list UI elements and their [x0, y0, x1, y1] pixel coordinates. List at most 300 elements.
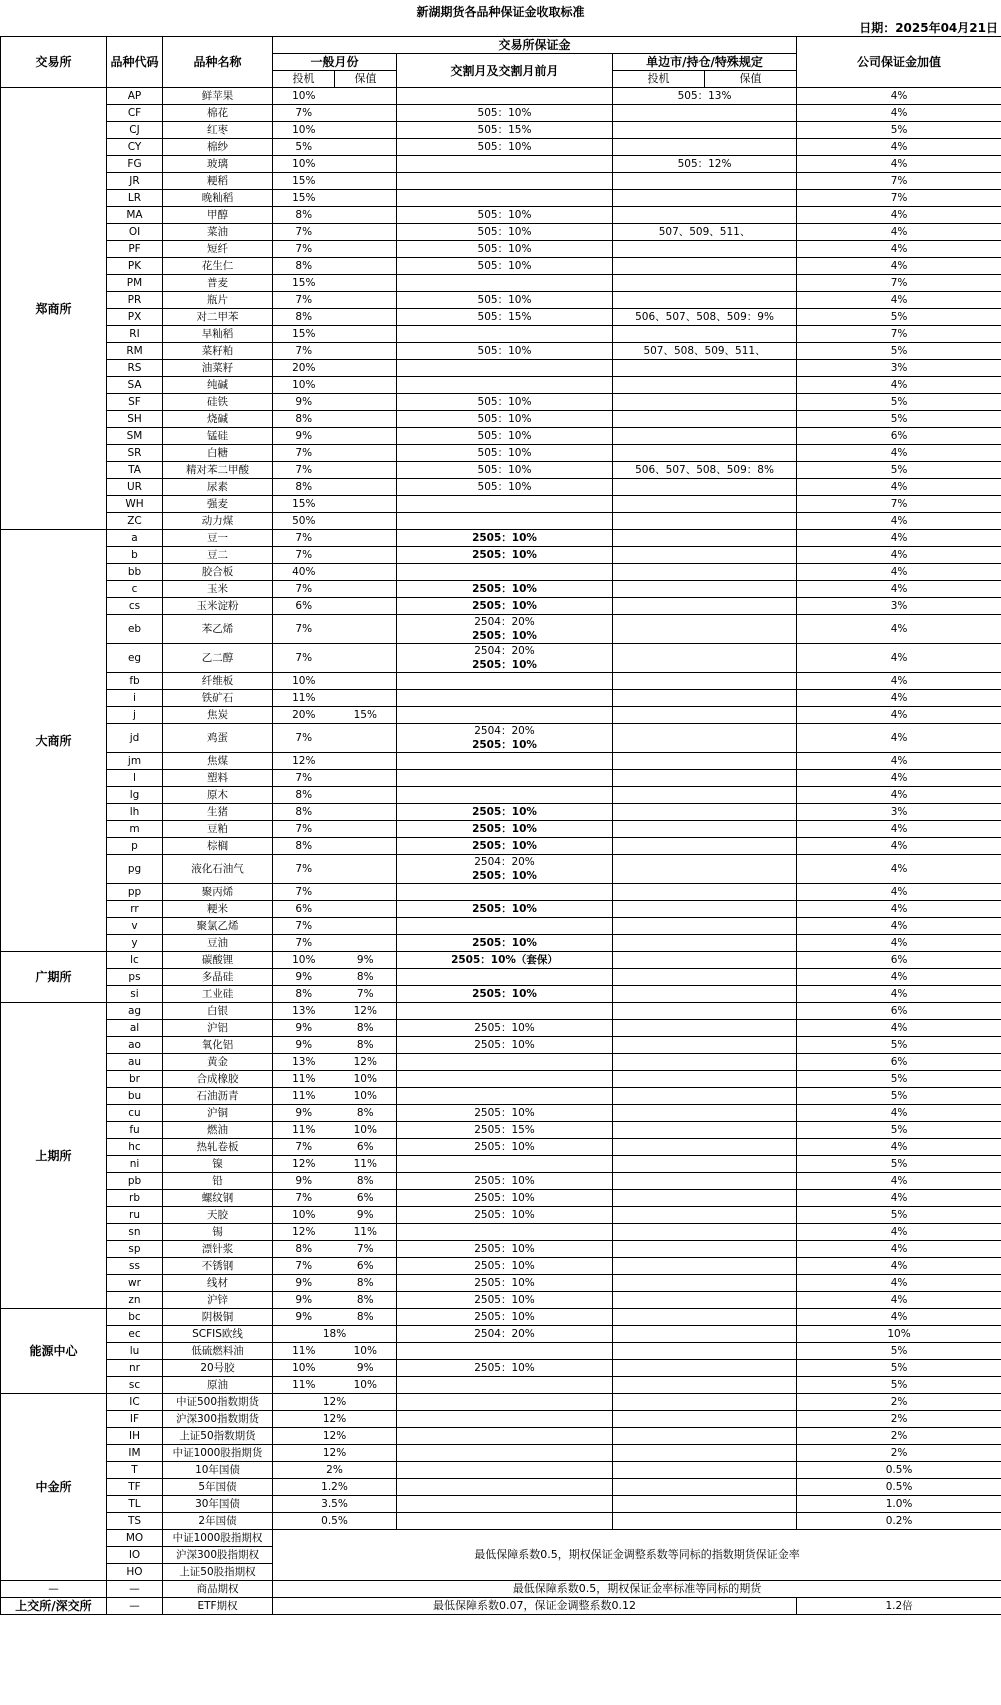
company-add-margin: 4% [797, 690, 1001, 707]
table-row [1, 1343, 1001, 1360]
general-hedge-margin [335, 411, 397, 428]
company-add-margin: 4% [797, 884, 1001, 901]
company-add-margin: 4% [797, 156, 1001, 173]
special-margin [613, 479, 797, 496]
general-hedge-margin [335, 935, 397, 952]
product-code: ni [107, 1156, 163, 1173]
delivery-margin: 505：10% [397, 258, 613, 275]
table-row [1, 673, 1001, 690]
table-row [1, 821, 1001, 838]
company-add-margin: 4% [797, 479, 1001, 496]
delivery-margin: 2505：10% [397, 1309, 613, 1326]
table-row [1, 838, 1001, 855]
table-row [1, 173, 1001, 190]
exchange-name: — [1, 1581, 107, 1598]
general-spec-margin: 10% [273, 673, 335, 690]
exchange-name: 广期所 [1, 952, 107, 1003]
delivery-margin [397, 190, 613, 207]
company-add-margin: 1.0% [797, 1496, 1001, 1513]
company-add-margin: 5% [797, 1037, 1001, 1054]
company-add-margin: 3% [797, 804, 1001, 821]
table-row [1, 1088, 1001, 1105]
general-hedge-margin [335, 644, 397, 673]
product-name: 石油沥青 [163, 1088, 273, 1105]
company-add-margin: 0.5% [797, 1462, 1001, 1479]
product-name: 锡 [163, 1224, 273, 1241]
product-name: 花生仁 [163, 258, 273, 275]
product-name: 锰硅 [163, 428, 273, 445]
delivery-margin [397, 1496, 613, 1513]
table-row [1, 1071, 1001, 1088]
product-code: WH [107, 496, 163, 513]
delivery-margin-line: 2505：10% [472, 659, 537, 671]
general-spec-margin: 10% [273, 377, 335, 394]
product-code: lu [107, 1343, 163, 1360]
general-hedge-margin [335, 377, 397, 394]
product-name: 乙二醇 [163, 644, 273, 673]
company-add-margin: 4% [797, 918, 1001, 935]
table-row [1, 1479, 1001, 1496]
product-name: 棉花 [163, 105, 273, 122]
general-hedge-margin [335, 309, 397, 326]
delivery-margin: 2505：10% [397, 1020, 613, 1037]
product-name: 纯碱 [163, 377, 273, 394]
product-name: 烧碱 [163, 411, 273, 428]
general-margin: 12% [273, 1394, 397, 1411]
product-code: cs [107, 598, 163, 615]
general-spec-margin: 8% [273, 479, 335, 496]
general-spec-margin: 9% [273, 1275, 335, 1292]
special-margin: 507、509、511、 [613, 224, 797, 241]
product-code: SM [107, 428, 163, 445]
delivery-margin [397, 1462, 613, 1479]
product-code: SA [107, 377, 163, 394]
product-name: 氧化铝 [163, 1037, 273, 1054]
general-hedge-margin: 9% [335, 1207, 397, 1224]
company-add-margin: 5% [797, 1122, 1001, 1139]
table-row [1, 1207, 1001, 1224]
delivery-margin [397, 1156, 613, 1173]
product-name: 低硫燃料油 [163, 1343, 273, 1360]
product-code: SF [107, 394, 163, 411]
special-margin [613, 884, 797, 901]
product-name: 甲醇 [163, 207, 273, 224]
product-code: zn [107, 1292, 163, 1309]
company-add-margin: 4% [797, 673, 1001, 690]
special-margin [613, 1462, 797, 1479]
general-hedge-margin [335, 547, 397, 564]
company-add-margin: 7% [797, 275, 1001, 292]
company-add-margin: 5% [797, 343, 1001, 360]
special-margin [613, 1224, 797, 1241]
product-code: OI [107, 224, 163, 241]
general-hedge-margin [335, 615, 397, 644]
general-spec-margin: 40% [273, 564, 335, 581]
general-hedge-margin [335, 258, 397, 275]
general-hedge-margin [335, 190, 397, 207]
header-general-month: 一般月份 [273, 54, 397, 71]
general-hedge-margin [335, 292, 397, 309]
product-code: TA [107, 462, 163, 479]
general-hedge-margin [335, 724, 397, 753]
delivery-margin-line: 2505：10% [472, 870, 537, 882]
delivery-margin [397, 377, 613, 394]
special-margin [613, 724, 797, 753]
general-hedge-margin [335, 598, 397, 615]
product-name: 碳酸锂 [163, 952, 273, 969]
general-spec-margin: 7% [273, 935, 335, 952]
product-code: v [107, 918, 163, 935]
delivery-margin: 505：10% [397, 479, 613, 496]
product-code: IO [107, 1547, 163, 1564]
delivery-margin [397, 564, 613, 581]
special-margin [613, 445, 797, 462]
table-row [1, 1139, 1001, 1156]
header-general-hedge: 保值 [335, 71, 397, 88]
table-row [1, 1190, 1001, 1207]
special-margin [613, 1190, 797, 1207]
header-general-spec: 投机 [273, 71, 335, 88]
product-name: 铅 [163, 1173, 273, 1190]
special-margin [613, 326, 797, 343]
company-add-margin: 4% [797, 547, 1001, 564]
product-name: 聚丙烯 [163, 884, 273, 901]
company-add-margin: 6% [797, 1003, 1001, 1020]
product-code: MO [107, 1530, 163, 1547]
product-name: 硅铁 [163, 394, 273, 411]
exchange-name: 郑商所 [1, 88, 107, 530]
product-code: UR [107, 479, 163, 496]
company-add-margin: 4% [797, 564, 1001, 581]
product-name: 焦煤 [163, 753, 273, 770]
product-name: 多晶硅 [163, 969, 273, 986]
exchange-name: 上交所/深交所 [1, 1598, 107, 1615]
table-row [1, 156, 1001, 173]
special-margin [613, 1139, 797, 1156]
company-add-margin: 4% [797, 1241, 1001, 1258]
product-code: nr [107, 1360, 163, 1377]
general-spec-margin: 7% [273, 1258, 335, 1275]
general-hedge-margin [335, 360, 397, 377]
general-spec-margin: 9% [273, 428, 335, 445]
company-add-margin: 4% [797, 1139, 1001, 1156]
product-code: cu [107, 1105, 163, 1122]
general-spec-margin: 9% [273, 1037, 335, 1054]
table-row [1, 241, 1001, 258]
product-code: ZC [107, 513, 163, 530]
table-row [1, 753, 1001, 770]
product-code: b [107, 547, 163, 564]
company-add-margin: 2% [797, 1394, 1001, 1411]
general-hedge-margin: 8% [335, 969, 397, 986]
general-spec-margin: 15% [273, 496, 335, 513]
delivery-margin: 505：10% [397, 445, 613, 462]
special-margin [613, 1037, 797, 1054]
table-row [1, 139, 1001, 156]
product-name: 聚氯乙烯 [163, 918, 273, 935]
product-name: 中证1000股指期货 [163, 1445, 273, 1462]
delivery-margin [397, 855, 613, 884]
product-code: MA [107, 207, 163, 224]
special-margin [613, 598, 797, 615]
general-spec-margin: 8% [273, 258, 335, 275]
product-name: 螺纹钢 [163, 1190, 273, 1207]
product-code: rr [107, 901, 163, 918]
special-margin [613, 1394, 797, 1411]
product-code: IM [107, 1445, 163, 1462]
delivery-margin-line: 2505：10% [472, 739, 537, 751]
company-add-margin: 6% [797, 1054, 1001, 1071]
delivery-margin-line: 2504：20% [474, 856, 535, 868]
product-code: eb [107, 615, 163, 644]
product-code: PM [107, 275, 163, 292]
product-name: 鸡蛋 [163, 724, 273, 753]
delivery-margin [397, 673, 613, 690]
special-margin [613, 1105, 797, 1122]
delivery-margin [397, 1513, 613, 1530]
delivery-margin: 505：10% [397, 224, 613, 241]
company-add-margin: 5% [797, 1207, 1001, 1224]
special-margin [613, 1156, 797, 1173]
product-name: 工业硅 [163, 986, 273, 1003]
general-spec-margin: 10% [273, 1207, 335, 1224]
general-hedge-margin [335, 821, 397, 838]
company-add-margin: 5% [797, 122, 1001, 139]
company-add-margin: 7% [797, 173, 1001, 190]
special-margin [613, 275, 797, 292]
delivery-margin [397, 1054, 613, 1071]
table-row [1, 1360, 1001, 1377]
special-margin [613, 411, 797, 428]
table-row [1, 1224, 1001, 1241]
product-name: 粳稻 [163, 173, 273, 190]
special-margin [613, 513, 797, 530]
delivery-margin [397, 1088, 613, 1105]
product-code: a [107, 530, 163, 547]
product-code: CJ [107, 122, 163, 139]
product-code: l [107, 770, 163, 787]
table-row [1, 787, 1001, 804]
table-row [1, 445, 1001, 462]
product-code: jm [107, 753, 163, 770]
general-margin: 2% [273, 1462, 397, 1479]
general-hedge-margin [335, 122, 397, 139]
delivery-margin [397, 1479, 613, 1496]
product-code: PK [107, 258, 163, 275]
table-row [1, 935, 1001, 952]
special-margin [613, 952, 797, 969]
product-code: au [107, 1054, 163, 1071]
company-add-margin: 5% [797, 309, 1001, 326]
general-hedge-margin: 7% [335, 986, 397, 1003]
product-name: 线材 [163, 1275, 273, 1292]
product-code: p [107, 838, 163, 855]
product-name: 豆一 [163, 530, 273, 547]
delivery-margin [397, 1343, 613, 1360]
product-name: 焦炭 [163, 707, 273, 724]
special-margin [613, 918, 797, 935]
general-spec-margin: 10% [273, 952, 335, 969]
delivery-margin [397, 275, 613, 292]
general-spec-margin: 6% [273, 901, 335, 918]
delivery-margin: 2505：10% [397, 581, 613, 598]
company-add-margin: 5% [797, 1360, 1001, 1377]
general-hedge-margin: 10% [335, 1071, 397, 1088]
company-add-margin: 1.2倍 [797, 1598, 1001, 1615]
product-name: 纤维板 [163, 673, 273, 690]
table-row [1, 1173, 1001, 1190]
special-margin [613, 1173, 797, 1190]
product-name: 沪深300股指期权 [163, 1547, 273, 1564]
general-hedge-margin: 6% [335, 1190, 397, 1207]
table-row [1, 258, 1001, 275]
special-margin [613, 1258, 797, 1275]
table-row [1, 88, 1001, 105]
general-spec-margin: 12% [273, 1224, 335, 1241]
company-add-margin: 4% [797, 1292, 1001, 1309]
header-code: 品种代码 [107, 37, 163, 88]
product-name: 短纤 [163, 241, 273, 258]
general-margin: 18% [273, 1326, 397, 1343]
general-spec-margin: 9% [273, 1292, 335, 1309]
product-name: 燃油 [163, 1122, 273, 1139]
table-row [1, 343, 1001, 360]
product-name: 铁矿石 [163, 690, 273, 707]
general-spec-margin: 15% [273, 173, 335, 190]
product-name: 粳米 [163, 901, 273, 918]
delivery-margin [397, 707, 613, 724]
general-spec-margin: 7% [273, 855, 335, 884]
product-name: 上证50指数期货 [163, 1428, 273, 1445]
general-spec-margin: 15% [273, 275, 335, 292]
general-hedge-margin [335, 838, 397, 855]
special-margin [613, 258, 797, 275]
table-row [1, 901, 1001, 918]
special-margin: 506、507、508、509：9% [613, 309, 797, 326]
company-add-margin: 2% [797, 1411, 1001, 1428]
company-add-margin: 4% [797, 1224, 1001, 1241]
product-name: 瓶片 [163, 292, 273, 309]
special-margin: 505：12% [613, 156, 797, 173]
product-name: 5年国债 [163, 1479, 273, 1496]
product-name: 豆粕 [163, 821, 273, 838]
special-margin [613, 530, 797, 547]
company-add-margin: 5% [797, 394, 1001, 411]
delivery-margin [397, 496, 613, 513]
table-row [1, 707, 1001, 724]
delivery-margin [397, 326, 613, 343]
general-spec-margin: 8% [273, 986, 335, 1003]
general-spec-margin: 7% [273, 644, 335, 673]
general-spec-margin: 9% [273, 969, 335, 986]
table-row [1, 1530, 1001, 1547]
company-add-margin: 4% [797, 838, 1001, 855]
general-spec-margin: 13% [273, 1003, 335, 1020]
table-row [1, 1411, 1001, 1428]
special-margin [613, 190, 797, 207]
delivery-margin [397, 513, 613, 530]
general-spec-margin: 7% [273, 530, 335, 547]
product-code: ag [107, 1003, 163, 1020]
special-margin [613, 770, 797, 787]
general-spec-margin: 8% [273, 804, 335, 821]
general-spec-margin: 11% [273, 1343, 335, 1360]
product-code: lg [107, 787, 163, 804]
table-row [1, 547, 1001, 564]
margin-table [0, 36, 1001, 1615]
product-code: SR [107, 445, 163, 462]
special-margin [613, 122, 797, 139]
table-row [1, 1428, 1001, 1445]
table-row [1, 1496, 1001, 1513]
company-add-margin: 4% [797, 445, 1001, 462]
general-spec-margin: 7% [273, 1190, 335, 1207]
general-spec-margin: 8% [273, 1241, 335, 1258]
general-spec-margin: 12% [273, 753, 335, 770]
product-name: 强麦 [163, 496, 273, 513]
special-margin [613, 804, 797, 821]
general-hedge-margin [335, 326, 397, 343]
special-margin [613, 360, 797, 377]
delivery-margin: 2505：10% [397, 986, 613, 1003]
general-spec-margin: 6% [273, 598, 335, 615]
general-margin: 12% [273, 1411, 397, 1428]
general-hedge-margin [335, 241, 397, 258]
product-code: fb [107, 673, 163, 690]
general-hedge-margin: 8% [335, 1309, 397, 1326]
delivery-margin [397, 1377, 613, 1394]
delivery-margin [397, 1003, 613, 1020]
company-add-margin: 5% [797, 1156, 1001, 1173]
product-name: 镍 [163, 1156, 273, 1173]
company-add-margin: 10% [797, 1326, 1001, 1343]
general-margin: 12% [273, 1445, 397, 1462]
table-row [1, 377, 1001, 394]
general-spec-margin: 20% [273, 360, 335, 377]
product-name: 鲜苹果 [163, 88, 273, 105]
special-margin [613, 1343, 797, 1360]
general-hedge-margin: 11% [335, 1224, 397, 1241]
general-hedge-margin: 8% [335, 1020, 397, 1037]
product-name: 合成橡胶 [163, 1071, 273, 1088]
delivery-margin: 2504：20% [397, 1326, 613, 1343]
special-margin [613, 496, 797, 513]
general-margin: 0.5% [273, 1513, 397, 1530]
general-hedge-margin [335, 753, 397, 770]
company-add-margin: 4% [797, 207, 1001, 224]
product-name: 动力煤 [163, 513, 273, 530]
company-add-margin: 0.2% [797, 1513, 1001, 1530]
product-name: 油菜籽 [163, 360, 273, 377]
general-spec-margin: 10% [273, 122, 335, 139]
delivery-margin: 2505：10% [397, 1258, 613, 1275]
company-add-margin: 4% [797, 969, 1001, 986]
company-add-margin: 4% [797, 615, 1001, 644]
general-hedge-margin [335, 462, 397, 479]
delivery-margin: 2505：10% [397, 1139, 613, 1156]
company-add-margin: 0.5% [797, 1479, 1001, 1496]
general-spec-margin: 7% [273, 462, 335, 479]
product-code: RM [107, 343, 163, 360]
product-code: ss [107, 1258, 163, 1275]
product-name: 原油 [163, 1377, 273, 1394]
product-name: 晚籼稻 [163, 190, 273, 207]
product-code: SH [107, 411, 163, 428]
table-row [1, 411, 1001, 428]
delivery-margin: 505：10% [397, 292, 613, 309]
delivery-margin: 2505：10% [397, 1173, 613, 1190]
delivery-margin: 2505：10% [397, 547, 613, 564]
